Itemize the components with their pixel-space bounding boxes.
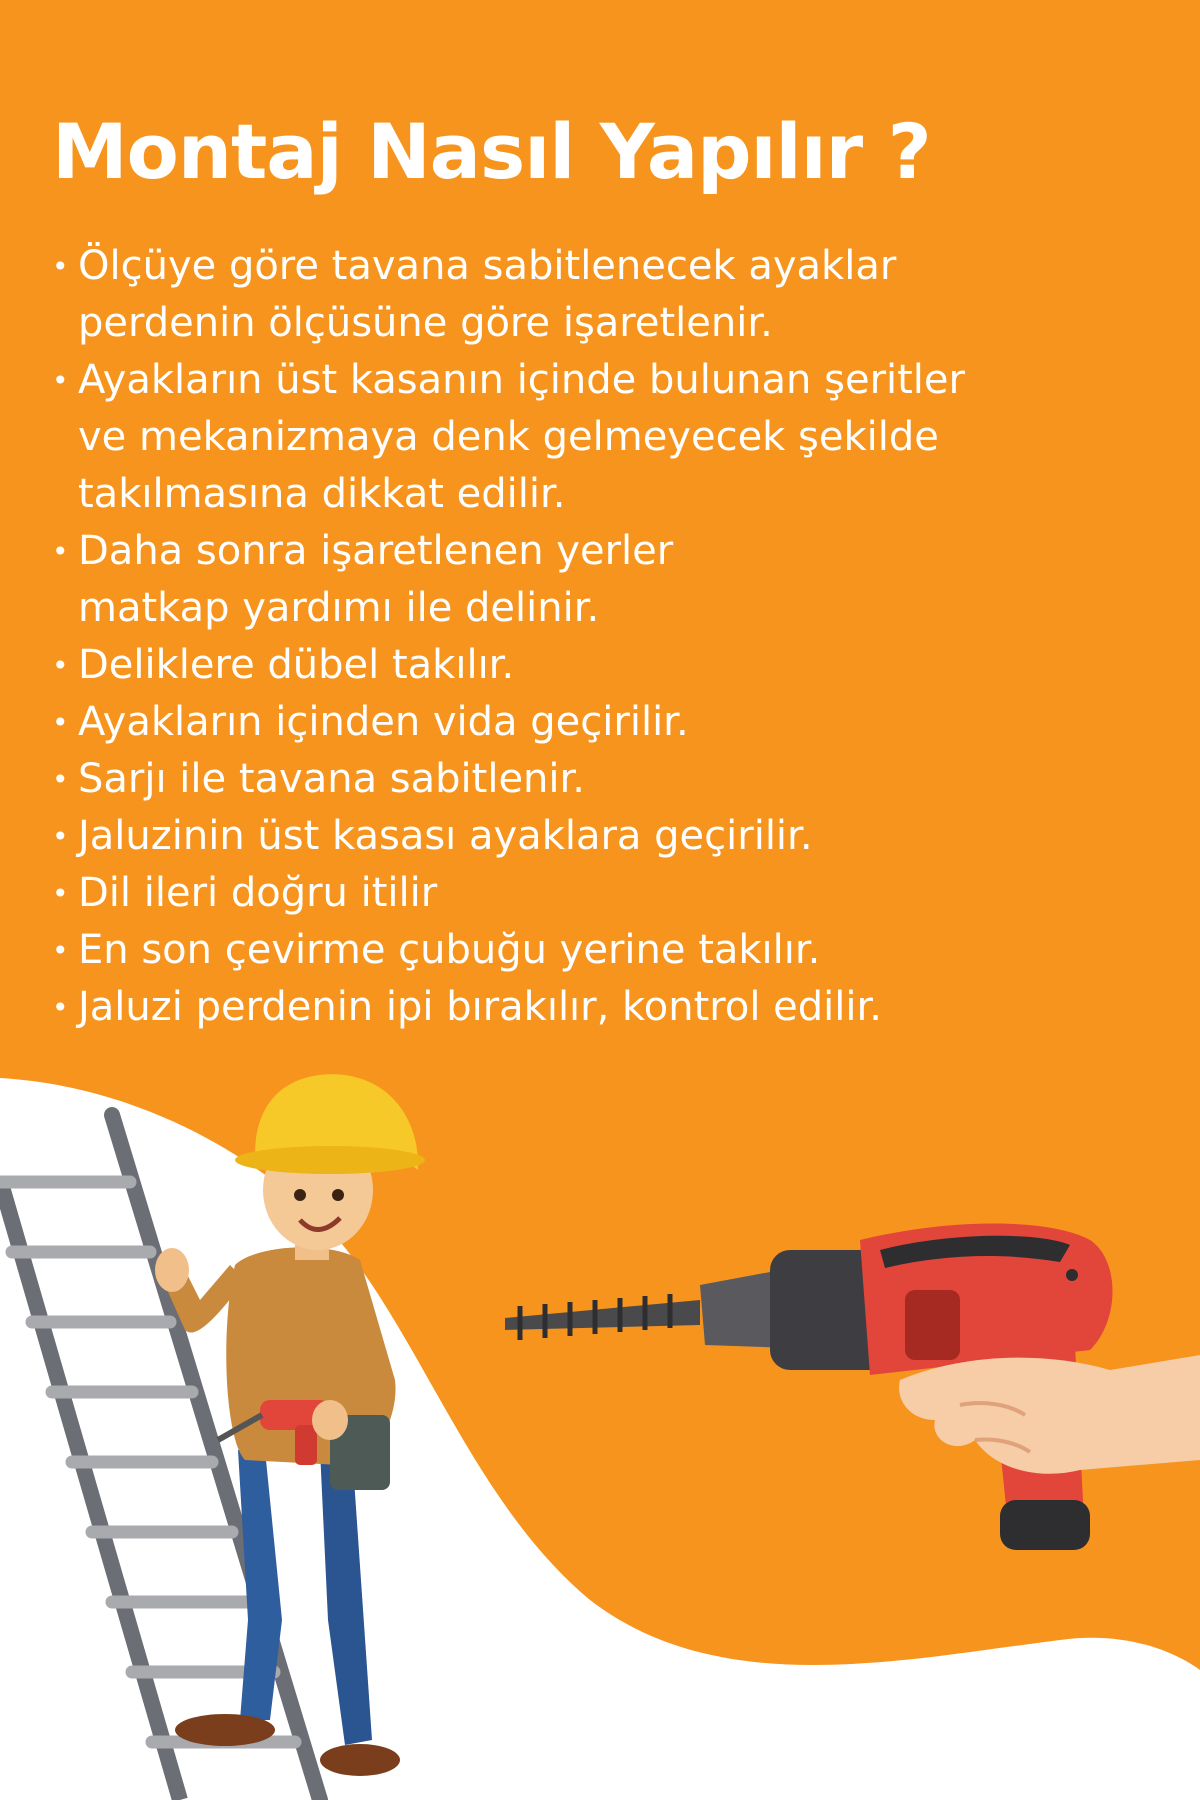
bullet: •	[52, 250, 69, 283]
bullet: •	[52, 820, 69, 853]
step-text: Jaluzinin üst kasası ayaklara geçirilir.	[78, 813, 813, 859]
step-text: Sarjı ile tavana sabitlenir.	[78, 756, 586, 802]
steps-list	[48, 238, 1168, 1036]
step-text: Daha sonra işaretlenen yerler matkap yardımı ile delinir.	[78, 528, 674, 631]
step-text: Jaluzi perdenin ipi bırakılır, kontrol edilir.	[78, 984, 882, 1030]
step-item	[48, 523, 1168, 637]
step-item	[48, 751, 1168, 808]
step-item	[48, 238, 1168, 352]
bullet: •	[52, 535, 69, 568]
step-item	[48, 979, 1168, 1036]
page-title: Montaj Nasıl Yapılır ?	[52, 107, 931, 196]
drill-icon	[505, 1224, 1200, 1551]
step-text: Deliklere dübel takılır.	[78, 642, 515, 688]
step-text: Dil ileri doğru itilir	[78, 870, 438, 916]
bullet: •	[52, 649, 69, 682]
bullet: •	[52, 877, 69, 910]
step-item	[48, 808, 1168, 865]
step-text: En son çevirme çubuğu yerine takılır.	[78, 927, 821, 973]
step-item	[48, 637, 1168, 694]
bullet: •	[52, 364, 69, 397]
step-text: Ayakların üst kasanın içinde bulunan şeritler ve mekanizmaya denk gelmeyecek şekilde takılmasına dikkat edilir.	[78, 357, 965, 517]
bullet: •	[52, 763, 69, 796]
bullet: •	[52, 934, 69, 967]
step-item	[48, 865, 1168, 922]
step-text: Ölçüye göre tavana sabitlenecek ayaklar perdenin ölçüsüne göre işaretlenir.	[78, 243, 897, 346]
bullet: •	[52, 706, 69, 739]
step-item	[48, 694, 1168, 751]
step-item	[48, 922, 1168, 979]
step-item	[48, 352, 1168, 523]
step-text: Ayakların içinden vida geçirilir.	[78, 699, 689, 745]
bullet: •	[52, 991, 69, 1024]
